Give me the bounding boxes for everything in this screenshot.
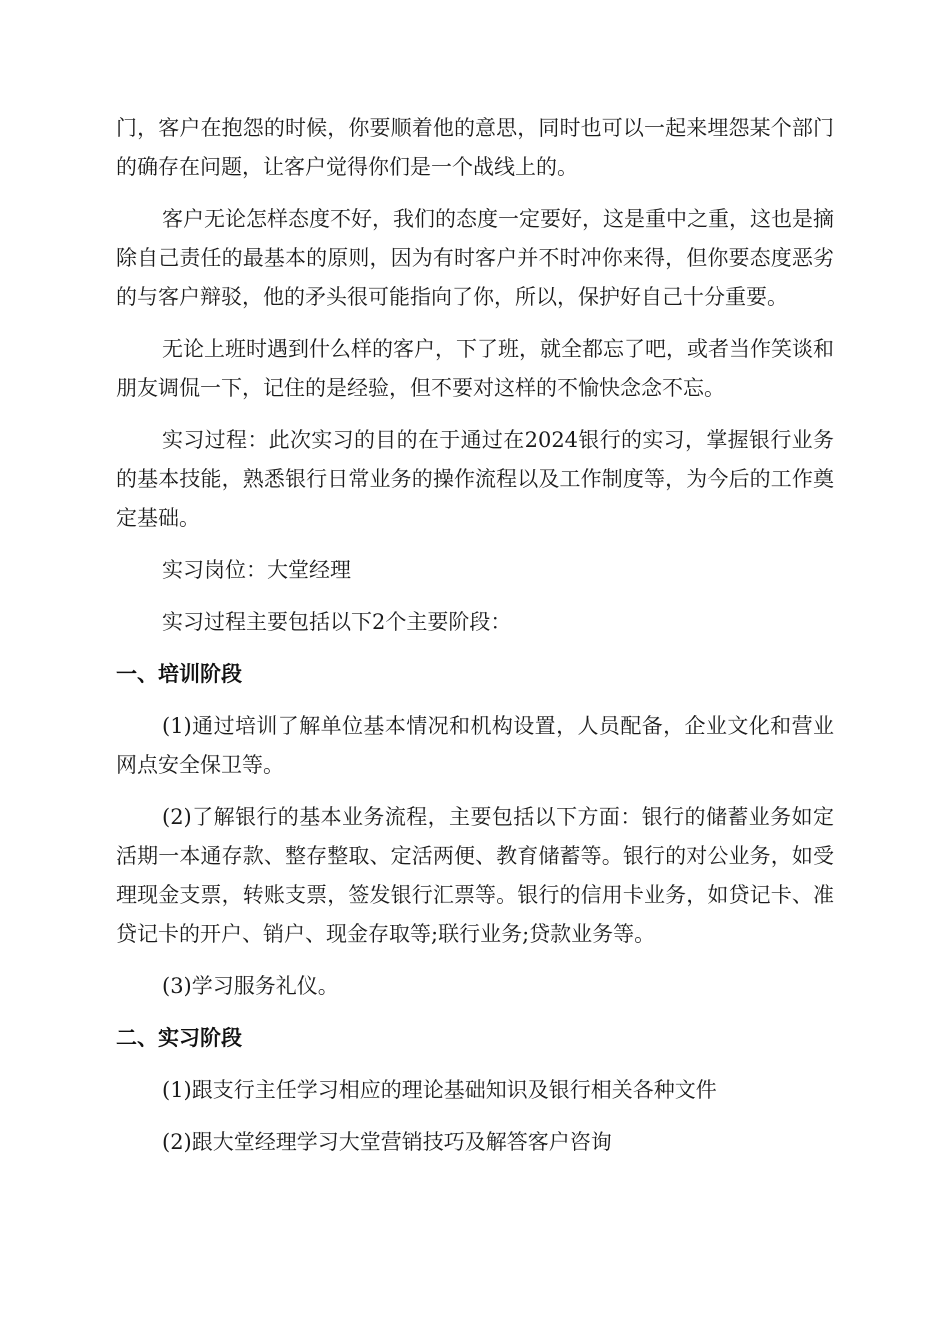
section-heading-practice: 二、实习阶段 <box>116 1026 242 1050</box>
paragraph-continuation: 门，客户在抱怨的时候，你要顺着他的意思，同时也可以一起来埋怨某个部门的确存在问题，让客户觉得你们是一个战线上的。 <box>116 116 834 179</box>
paragraph-internship-process: 实习过程：此次实习的目的在于通过在2024银行的实习，掌握银行业务的基本技能，熟悉银行日常业务的操作流程以及工作制度等，为今后的工作奠定基础。 <box>116 428 834 530</box>
section-heading-training: 一、培训阶段 <box>116 662 242 686</box>
paragraph-stages-intro: 实习过程主要包括以下2个主要阶段： <box>162 610 512 634</box>
practice-item-2: (2)跟大堂经理学习大堂营销技巧及解答客户咨询 <box>162 1130 612 1154</box>
document-body <box>116 109 834 1175</box>
paragraph-internship-position: 实习岗位：大堂经理 <box>162 558 351 582</box>
training-item-1: (1)通过培训了解单位基本情况和机构设置，人员配备，企业文化和营业网点安全保卫等。 <box>116 714 834 777</box>
practice-item-1: (1)跟支行主任学习相应的理论基础知识及银行相关各种文件 <box>162 1078 717 1102</box>
training-item-2: (2)了解银行的基本业务流程，主要包括以下方面：银行的储蓄业务如定活期一本通存款、整存整取、定活两便、教育储蓄等。银行的对公业务，如受理现金支票，转账支票，签发银行汇票等。银行的信用卡业务，如贷记卡、准贷记卡的开户、销户、现金存取等;联行业务;贷款业务等。 <box>116 805 834 946</box>
paragraph-after-work: 无论上班时遇到什么样的客户，下了班，就全都忘了吧，或者当作笑谈和朋友调侃一下，记住的是经验，但不要对这样的不愉快念念不忘。 <box>116 337 834 400</box>
training-item-3: (3)学习服务礼仪。 <box>162 974 339 998</box>
paragraph-attitude: 客户无论怎样态度不好，我们的态度一定要好，这是重中之重，这也是摘除自己责任的最基本的原则，因为有时客户并不时冲你来得，但你要态度恶劣的与客户辩驳，他的矛头很可能指向了你，所以，保护好自己十分重要。 <box>116 207 834 309</box>
